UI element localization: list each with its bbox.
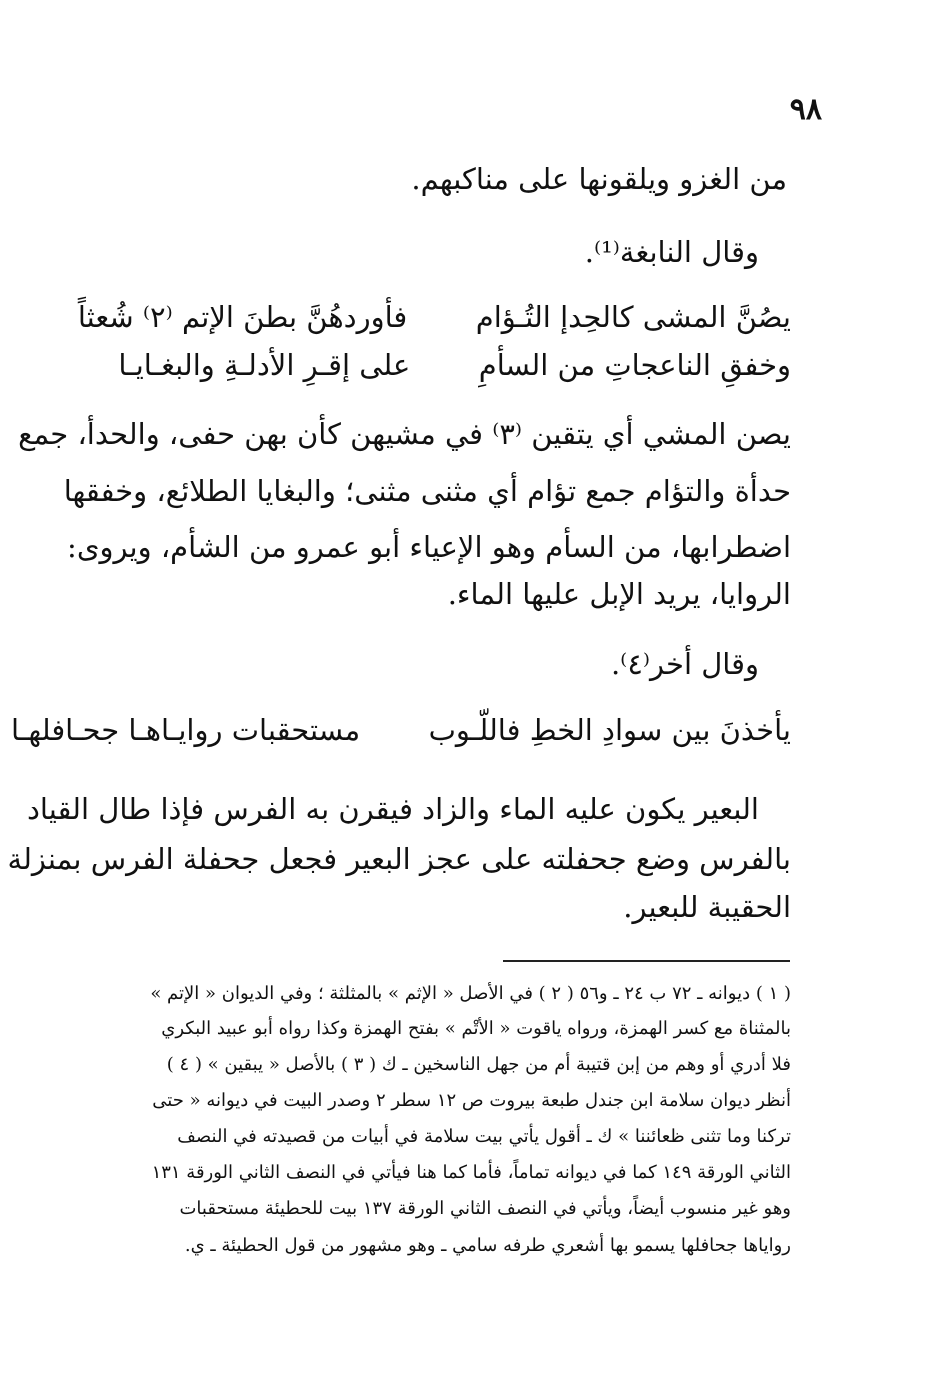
verse-2-first-hemistich: على إقـرِ الأدلـةِ والبغـايـا [118, 348, 411, 382]
body-line-6: البعير يكون عليه الماء والزاد فيقرن به الفرس فإذا طال القياد [26, 792, 759, 826]
body-line-5: الروايا، يريد الإبل عليها الماء. [447, 577, 791, 611]
footnote-line-5: تركنا وما تثنى ظعائننا » ك ـ أقول يأتي بيت سلامة في أبيات من قصيدته في النصف [177, 1126, 791, 1147]
poet-intro-1: وقال النابغة⁽¹⁾. [584, 235, 759, 269]
verse-3 [11, 713, 791, 747]
footnote-line-3: فلا أدري أو وهم من إبن قتيبة أم من جهل الناسخين ـ ك ( ٣ ) بالأصل « يبقين » ( ٤ ) [166, 1054, 791, 1075]
page-number: ٩٨ [789, 92, 822, 127]
footnote-separator [503, 960, 790, 962]
body-line-8: الحقيبة للبعير. [623, 890, 791, 924]
verse-1 [77, 300, 791, 334]
body-line-1: من الغزو ويلقونها على مناكبهم. [411, 162, 787, 196]
footnote-line-7: وهو غير منسوب أيضاً، ويأتي في النصف الثاني الورقة ١٣٧ بيت للحطيئة مستحقبات [179, 1198, 791, 1219]
footnote-line-2: بالمثناة مع كسر الهمزة، ورواه ياقوت « الأتْم » بفتح الهمزة وكذا رواه أبو عبيد البكري [161, 1018, 791, 1039]
footnote-line-6: الثاني الورقة ١٤٩ كما في ديوانه تماماً، فأما كما هنا فيأتي في النصف الثاني الورقة ١٣١ [151, 1162, 791, 1183]
footnote-line-8: رواياها جحافلها يسمو بها أشعري طرفه سامي ـ وهو مشهور من قول الحطيئة ـ ي. [184, 1235, 791, 1256]
verse-3-first-hemistich: مستحقبات روايـاهـا جحـافلهـا [11, 713, 361, 747]
body-line-7: بالفرس وضع جحفلته على عجز البعير فجعل جحفلة الفرس بمنزلة [7, 842, 791, 876]
footnote-line-4: أنظر ديوان سلامة ابن جندل طبعة بيروت ص ١٢ سطر ٢ وصدر البيت في ديوانه « حتى [152, 1090, 791, 1111]
verse-2 [118, 348, 791, 382]
body-line-4: اضطرابها، من السأم وهو الإعياء أبو عمرو من الشأم، ويروى: [67, 530, 791, 564]
poet-intro-2: وقال أخر⁽٤⁾. [610, 647, 759, 681]
body-line-2: يصن المشي أي يتقين ⁽٣⁾ في مشيهن كأن بهن حفى، والحدأ، جمع [18, 417, 791, 451]
verse-1-first-hemistich: فأوردهُنَّ بطنَ الإتم ⁽٢⁾ شُعثاً [77, 300, 408, 334]
footnote-line-1: ( ١ ) ديوانه ـ ٧٢ ب ٢٤ ـ و٥٦ ( ٢ ) في الأصل « الإثم » بالمثلثة ؛ وفي الديوان « الإتم » [150, 983, 791, 1004]
body-line-3: حدأة والتؤام جمع تؤام أي مثنى مثنى؛ والبغايا الطلائع، وخفقها [63, 474, 791, 508]
verse-3-second-hemistich: يأخذنَ بين سوادِ الخطِ فاللّـوب [428, 713, 791, 747]
verse-1-second-hemistich: يصُنَّ المشى كالحِدإ التُـؤام [475, 300, 791, 334]
verse-2-second-hemistich: وخفقِ الناعجاتِ من السأمِ [478, 348, 791, 382]
